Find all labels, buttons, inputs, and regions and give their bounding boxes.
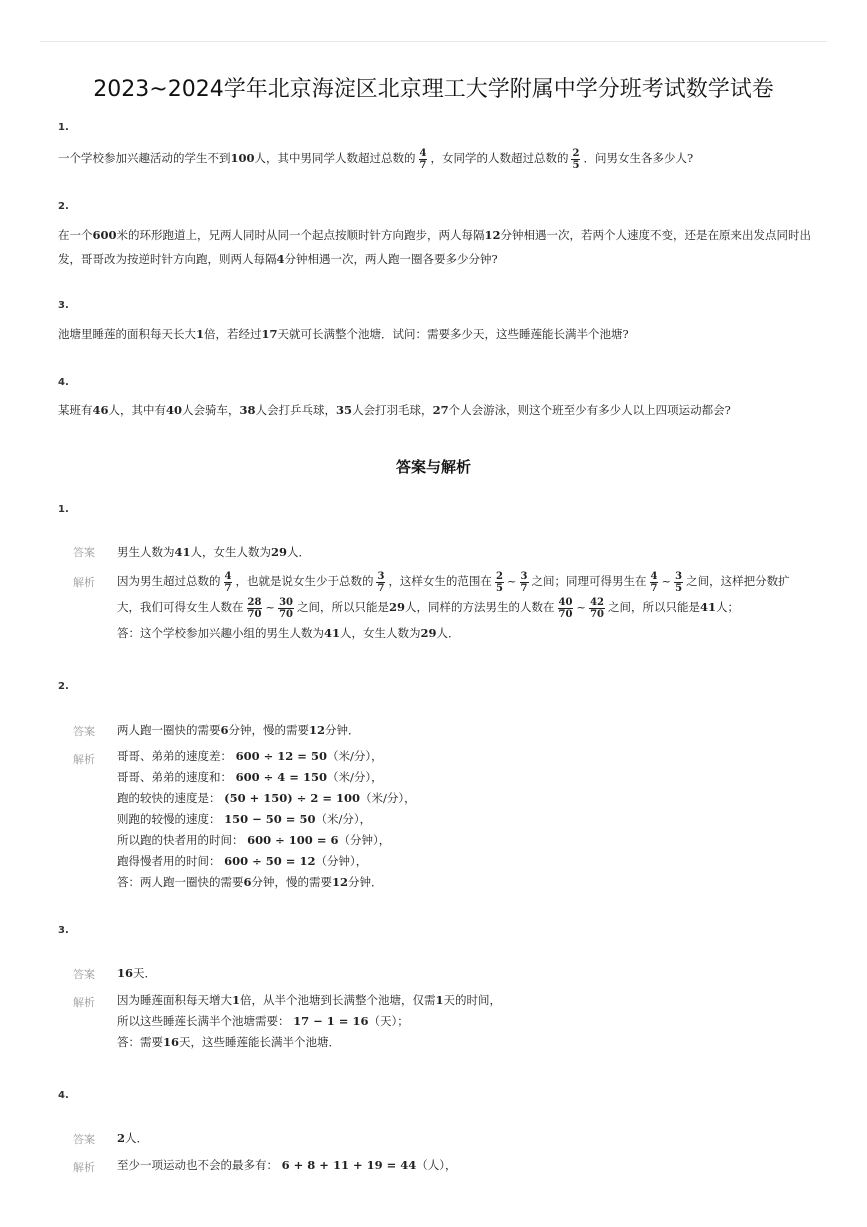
analysis-label: 解析 <box>73 996 95 1009</box>
answer-label: 答案 <box>73 1133 95 1146</box>
answer-3-text: 16天． <box>117 966 157 980</box>
answer-3-number: 3. <box>58 925 69 936</box>
fraction: $\frac{4}{7}$ <box>419 147 427 171</box>
page-title: 2023~2024学年北京海淀区北京理工大学附属中学分班考试数学试卷 <box>93 77 774 102</box>
question-3-number: 3. <box>58 300 69 311</box>
analysis-label: 解析 <box>73 576 95 589</box>
answer-2-analysis: 哥哥、弟弟的速度差： 600 ÷ 12 = 50（米/分）， 哥哥、弟弟的速度和： 600 ÷ 4 = 150（米/分）， 跑的较快的速度是： (50 + 150) ÷ 2 = 100（米/分）， 则跑的较慢的速度： 150 − 50 = 50（米/分）， 所以跑的快者用的时间： 600 ÷ 100 = 6（分钟）， 跑得慢者用的时间： 600 ÷ 50 = 12（分钟）， 答：两人跑一圈快的需要6分钟，慢的需要12分钟． <box>117 749 416 889</box>
analysis-label: 解析 <box>73 1161 95 1174</box>
question-4-number: 4. <box>58 377 69 388</box>
page-top-divider <box>40 41 827 42</box>
answer-1-analysis: 因为男生超过总数的 $\frac{4}{7}$ ，也就是说女生少于总数的 $\frac{3}{7}$ ，这样女生的范围在 $\frac{2}{5}$ ~ $\frac{3}{7}$ 之间；同理可得男生在 $\frac{4}{7}$ ~ $\frac{3}{5}$ 之间，这样把分数扩 大，我们可得女生人数在 $\frac{28}{70}$ ~ $\frac{30}{70}$ 之间，所以只能是29人，同样的方法男生的人数在 $\frac{40}{70}$ ~ $\frac{42}{70}$ 之间，所以只能是41人； 答：这个学校参加兴趣小组的男生人数为41人，女生人数为29人． <box>117 570 790 640</box>
question-1-text: 一个学校参加兴趣活动的学生不到100人，其中男同学人数超过总数的 $\frac{4}{7}$ ，女同学的人数超过总数的 $\frac{2}{5}$ ．问男女生各多少人? <box>58 147 694 171</box>
fraction: $\frac{2}{5}$ <box>572 147 580 171</box>
question-4-text: 某班有46人，其中有40人会骑车，38人会打乒乓球，35人会打羽毛球，27个人会游泳，则这个班至少有多少人以上四项运动都会? <box>58 403 731 417</box>
answer-2-number: 2. <box>58 681 69 692</box>
answer-3-analysis: 因为睡莲面积每天增大1倍，从半个池塘到长满整个池塘，仅需1天的时间， 所以这些睡莲长满半个池塘需要： 17 − 1 = 16（天）； 答：需要16天，这些睡莲能长满半个池塘． <box>117 993 502 1049</box>
answer-4-number: 4. <box>58 1090 69 1101</box>
answer-4-analysis: 至少一项运动也不会的最多有： 6 + 8 + 11 + 19 = 44（人）， <box>117 1158 457 1172</box>
question-3-text: 池塘里睡莲的面积每天长大1倍，若经过17天就可长满整个池塘．试问：需要多少天，这些睡莲能长满半个池塘? <box>58 327 629 341</box>
answer-label: 答案 <box>73 968 95 981</box>
answer-1-number: 1. <box>58 504 69 515</box>
answer-label: 答案 <box>73 725 95 738</box>
question-2-text: 在一个600米的环形跑道上，兄两人同时从同一个起点按顺时针方向跑步，两人每隔12分钟相遇一次，若两个人速度不变，还是在原来出发点同时出 发，哥哥改为按逆时针方向跑，则两人每隔4分钟相遇一次，两人跑一圈各要多少分钟? <box>58 228 812 266</box>
analysis-label: 解析 <box>73 753 95 766</box>
answer-4-text: 2人． <box>117 1131 149 1145</box>
question-1-number: 1. <box>58 122 69 133</box>
answer-2-text: 两人跑一圈快的需要6分钟，慢的需要12分钟． <box>117 723 360 737</box>
answer-label: 答案 <box>73 546 95 559</box>
answer-1-text: 男生人数为41人，女生人数为29人． <box>117 545 311 559</box>
answers-section-title: 答案与解析 <box>395 458 471 476</box>
question-2-number: 2. <box>58 201 69 212</box>
